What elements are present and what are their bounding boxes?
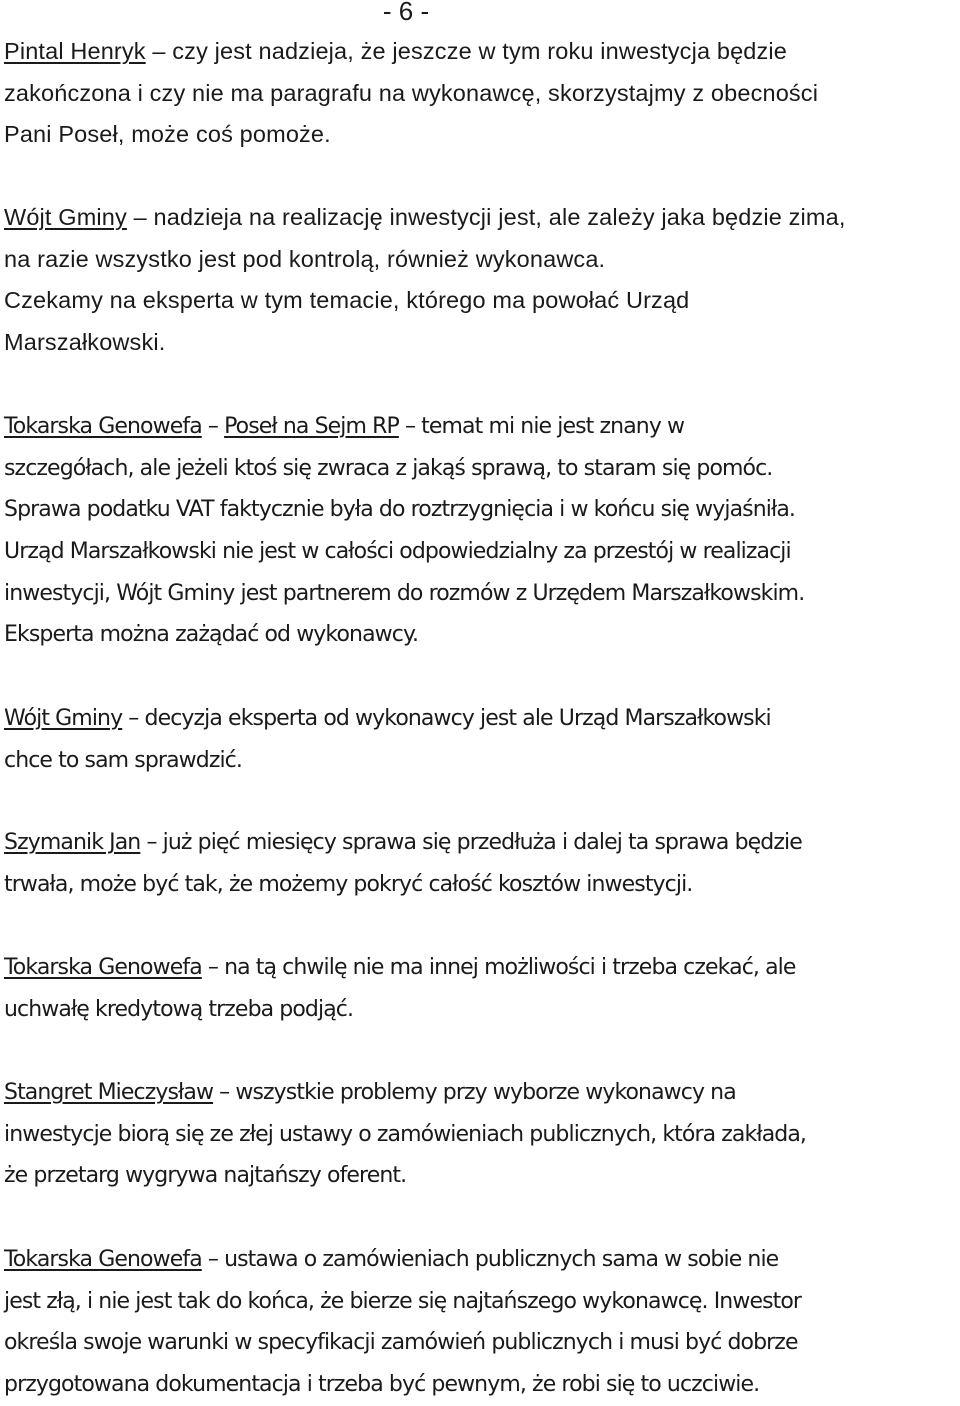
text-line: inwestycji, Wójt Gminy jest partnerem do rozmów z Urzędem Marszałkowskim. — [4, 580, 805, 606]
speaker-name: Wójt Gminy — [4, 706, 123, 731]
paragraph-tokarska-genowefa-3 — [4, 1239, 956, 1406]
text-line: Eksperta można zażądać od wykonawcy. — [4, 622, 419, 648]
text-line: Pani Poseł, może coś pomoże. — [4, 121, 331, 148]
line-text: – na tą chwilę nie ma innej możliwości i trzeba czekać, ale — [201, 955, 796, 980]
paragraph-tokarska-genowefa-1 — [4, 406, 956, 656]
speaker-name: Szymanik Jan — [4, 830, 141, 855]
paragraph-pintal-henryk — [4, 31, 956, 156]
text-line: Czekamy na eksperta w tym temacie, którego ma powołać Urząd — [4, 287, 690, 314]
paragraph-tokarska-genowefa-2 — [4, 947, 956, 1030]
speaker-title: Poseł na Sejm RP — [224, 414, 399, 439]
speaker-name: Wójt Gminy — [4, 204, 127, 230]
line-text: – temat mi nie jest znany w — [398, 414, 685, 439]
line-text: – już pięć miesięcy sprawa się przedłuża i dalej ta sprawa będzie — [140, 830, 802, 855]
paragraph-wojt-gminy-1 — [4, 197, 956, 364]
text-line — [4, 197, 956, 239]
text-line: Urząd Marszałkowski nie jest w całości odpowiedzialny za przestój w realizacji — [4, 539, 791, 565]
line-text: – — [201, 414, 225, 439]
text-line: przygotowana dokumentacja i trzeba być pewnym, że robi się to uczciwie. — [4, 1372, 760, 1398]
text-line: uchwałę kredytową trzeba podjąć. — [4, 996, 354, 1022]
text-line: szczegółach, ale jeżeli ktoś się zwraca z jakąś sprawą, to staram się pomóc. — [4, 455, 773, 481]
speaker-name: Pintal Henryk — [4, 38, 146, 64]
speaker-name: Stangret Mieczysław — [4, 1080, 214, 1105]
text-line — [4, 31, 956, 73]
line-text: – ustawa o zamówieniach publicznych sama w sobie nie — [201, 1247, 779, 1272]
speaker-name: Tokarska Genowefa — [4, 414, 202, 439]
text-line — [4, 1239, 956, 1281]
text-line — [4, 406, 956, 448]
text-line: na razie wszystko jest pod kontrolą, również wykonawca. — [4, 245, 606, 272]
text-line: zakończona i czy nie ma paragrafu na wykonawcę, skorzystajmy z obecności — [4, 79, 819, 106]
line-text: – wszystkie problemy przy wyborze wykonawcy na — [213, 1080, 736, 1105]
paragraph-szymanik-jan — [4, 822, 956, 905]
line-text: – czy jest nadzieja, że jeszcze w tym roku inwestycja będzie — [145, 38, 788, 64]
text-line: jest złą, i nie jest tak do końca, że bierze się najtańszego wykonawcę. Inwestor — [4, 1288, 802, 1314]
line-text: – nadzieja na realizację inwestycji jest, ale zależy jaka będzie zima, — [126, 204, 846, 230]
paragraph-wojt-gminy-2 — [4, 698, 956, 781]
text-line: Marszałkowski. — [4, 329, 166, 356]
text-line: inwestycje biorą się ze złej ustawy o zamówieniach publicznych, która zakłada, — [4, 1121, 807, 1147]
page-number: - 6 - — [382, 0, 430, 26]
text-line — [4, 822, 956, 864]
text-line — [4, 698, 956, 740]
paragraph-stangret-mieczyslaw — [4, 1072, 956, 1197]
line-text: – decyzja eksperta od wykonawcy jest ale Urząd Marszałkowski — [122, 706, 771, 731]
text-line — [4, 1072, 956, 1114]
text-line: Sprawa podatku VAT faktycznie była do roztrzygnięcia i w końcu się wyjaśniła. — [4, 497, 795, 523]
text-line — [4, 947, 956, 989]
text-line: określa swoje warunki w specyfikacji zamówień publicznych i musi być dobrze — [4, 1330, 798, 1356]
text-line: chce to sam sprawdzić. — [4, 747, 242, 773]
speaker-name: Tokarska Genowefa — [4, 1247, 202, 1272]
speaker-name: Tokarska Genowefa — [4, 955, 202, 980]
text-line: że przetarg wygrywa najtańszy oferent. — [4, 1163, 407, 1189]
text-line: trwała, może być tak, że możemy pokryć całość kosztów inwestycji. — [4, 871, 693, 897]
